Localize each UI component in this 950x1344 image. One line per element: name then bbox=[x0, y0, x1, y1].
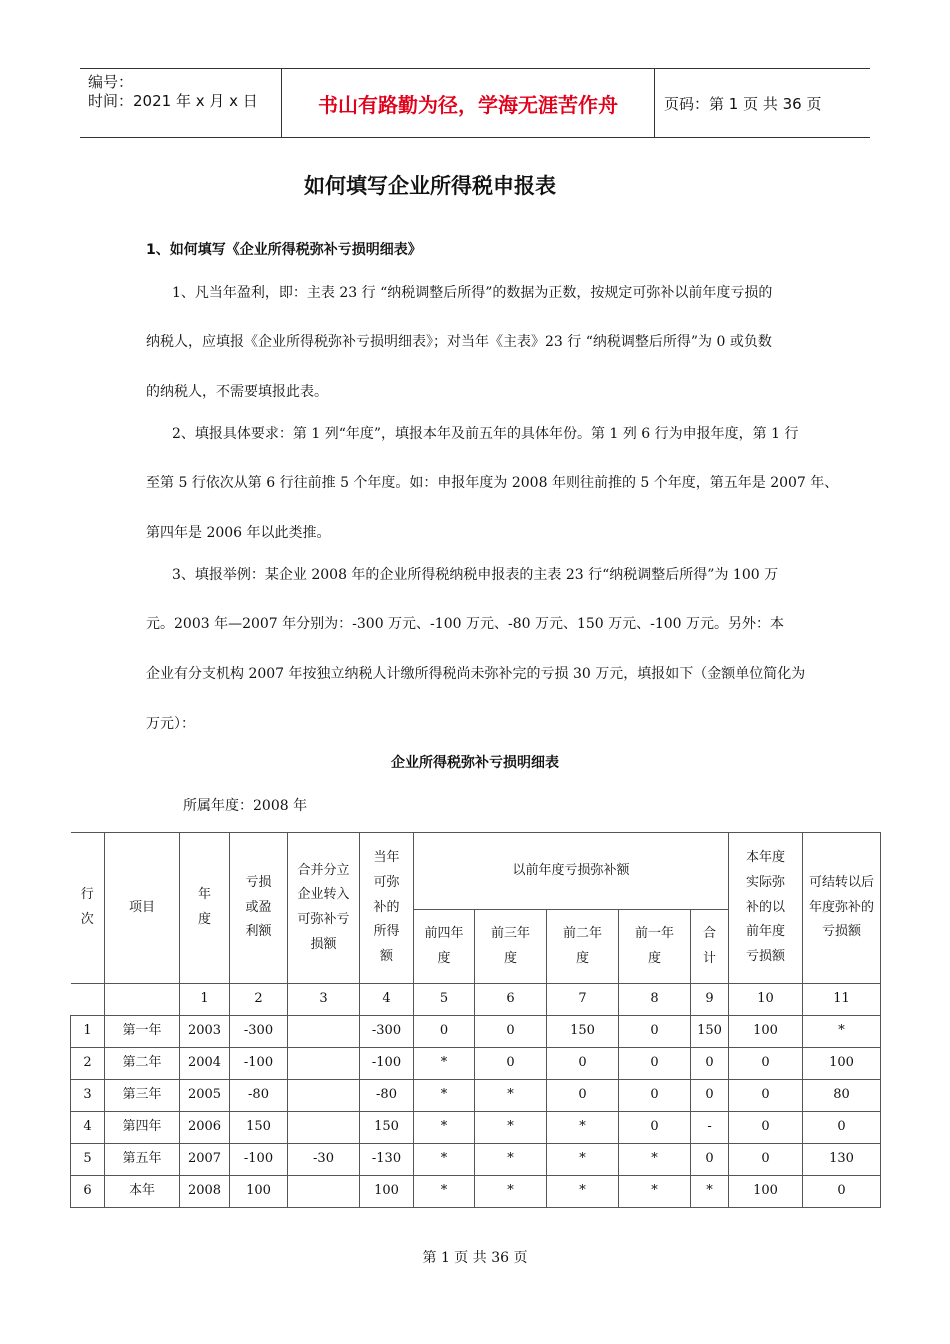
table-cell-c1: 2007 bbox=[180, 1144, 230, 1176]
table-cell-c10: 0 bbox=[729, 1048, 803, 1080]
table-cell-c6: * bbox=[475, 1176, 547, 1208]
col-number: 11 bbox=[803, 984, 881, 1016]
body-line: 第四年是 2006 年以此类推。 bbox=[146, 525, 331, 541]
section-title: 1、如何填写《企业所得税弥补亏损明细表》 bbox=[146, 242, 422, 258]
header-item: 项目 bbox=[105, 833, 180, 984]
table-row bbox=[71, 1112, 881, 1144]
table-cell-no: 2 bbox=[71, 1048, 105, 1080]
table-cell-c6: * bbox=[475, 1112, 547, 1144]
header-page: 页码：第 1 页 共 36 页 bbox=[664, 94, 822, 113]
table-cell-c8: * bbox=[619, 1144, 691, 1176]
table-cell-c1: 2008 bbox=[180, 1176, 230, 1208]
table-cell-c3 bbox=[288, 1112, 360, 1144]
table-cell-c5: * bbox=[414, 1112, 475, 1144]
header-prior4: 前四年度 bbox=[414, 910, 475, 984]
table-cell-c7: 0 bbox=[547, 1048, 619, 1080]
col-number: 1 bbox=[180, 984, 230, 1016]
table-cell-c2: 150 bbox=[230, 1112, 288, 1144]
table-cell-c8: * bbox=[619, 1176, 691, 1208]
body-line: 的纳税人，不需要填报此表。 bbox=[146, 384, 328, 400]
table-title: 企业所得税弥补亏损明细表 bbox=[391, 755, 559, 771]
table-row bbox=[71, 1048, 881, 1080]
body-line: 万元）： bbox=[146, 716, 195, 732]
table-cell-c2: 100 bbox=[230, 1176, 288, 1208]
header-carry-forward: 可结转以后年度弥补的亏损额 bbox=[803, 833, 881, 984]
table-cell-c11: 0 bbox=[803, 1112, 881, 1144]
spacer-cell bbox=[105, 984, 180, 1016]
table-row bbox=[71, 1144, 881, 1176]
table-cell-item: 第一年 bbox=[105, 1016, 180, 1048]
header-current-offset: 当年可弥补的所得额 bbox=[360, 833, 414, 984]
body-line: 纳税人，应填报《企业所得税弥补亏损明细表》；对当年《主表》23 行 “纳税调整后所得”为 0 或负数 bbox=[146, 334, 772, 350]
table-cell-c10: 100 bbox=[729, 1176, 803, 1208]
table-cell-c3 bbox=[288, 1016, 360, 1048]
table-cell-c3 bbox=[288, 1080, 360, 1112]
table-cell-c6: * bbox=[475, 1144, 547, 1176]
page-title: 如何填写企业所得税申报表 bbox=[304, 174, 556, 198]
header-motto: 书山有路勤为径，学海无涯苦作舟 bbox=[318, 92, 618, 117]
table-cell-no: 6 bbox=[71, 1176, 105, 1208]
table-cell-c9: 0 bbox=[691, 1080, 729, 1112]
table-row bbox=[71, 1176, 881, 1208]
header-year: 年度 bbox=[180, 833, 230, 984]
table-cell-c1: 2005 bbox=[180, 1080, 230, 1112]
header-time: 时间：2021 年 x 月 x 日 bbox=[88, 92, 258, 110]
table-cell-c2: -100 bbox=[230, 1048, 288, 1080]
table-cell-c10: 0 bbox=[729, 1112, 803, 1144]
header-prior3: 前三年度 bbox=[475, 910, 547, 984]
table-row bbox=[71, 1016, 881, 1048]
table-body bbox=[71, 1016, 881, 1208]
table-cell-c8: 0 bbox=[619, 1080, 691, 1112]
table-cell-c2: -80 bbox=[230, 1080, 288, 1112]
header-merged-loss: 合并分立企业转入可弥补亏损额 bbox=[288, 833, 360, 984]
table-cell-item: 第二年 bbox=[105, 1048, 180, 1080]
body-line: 3、填报举例：某企业 2008 年的企业所得税纳税申报表的主表 23 行“纳税调整后所得”为 100 万 bbox=[172, 567, 779, 583]
col-number: 6 bbox=[475, 984, 547, 1016]
header-number: 编号： bbox=[88, 73, 134, 91]
table-cell-c8: 0 bbox=[619, 1016, 691, 1048]
spacer-cell bbox=[71, 984, 105, 1016]
table-cell-item: 本年 bbox=[105, 1176, 180, 1208]
table-cell-c6: * bbox=[475, 1080, 547, 1112]
page-footer: 第 1 页 共 36 页 bbox=[422, 1250, 528, 1266]
table-cell-item: 第四年 bbox=[105, 1112, 180, 1144]
table-cell-c4: 100 bbox=[360, 1176, 414, 1208]
col-number: 7 bbox=[547, 984, 619, 1016]
table-cell-c5: * bbox=[414, 1048, 475, 1080]
table-cell-c2: -100 bbox=[230, 1144, 288, 1176]
table-cell-c9: * bbox=[691, 1176, 729, 1208]
table-cell-c8: 0 bbox=[619, 1112, 691, 1144]
table-cell-c9: 150 bbox=[691, 1016, 729, 1048]
table-cell-no: 1 bbox=[71, 1016, 105, 1048]
body-line: 元。2003 年—2007 年分别为：-300 万元、-100 万元、-80 万元、150 万元、-100 万元。另外：本 bbox=[146, 616, 785, 632]
table-cell-c1: 2004 bbox=[180, 1048, 230, 1080]
table-cell-c4: 150 bbox=[360, 1112, 414, 1144]
table-cell-c4: -130 bbox=[360, 1144, 414, 1176]
table-cell-c7: * bbox=[547, 1176, 619, 1208]
page-header bbox=[80, 68, 870, 138]
body-line: 2、填报具体要求：第 1 列“年度”，填报本年及前五年的具体年份。第 1 列 6 行为申报年度，第 1 行 bbox=[172, 426, 799, 442]
col-number: 4 bbox=[360, 984, 414, 1016]
col-number: 10 bbox=[729, 984, 803, 1016]
table-cell-c7: * bbox=[547, 1144, 619, 1176]
table-cell-c3 bbox=[288, 1176, 360, 1208]
table-cell-no: 3 bbox=[71, 1080, 105, 1112]
table-cell-c3 bbox=[288, 1048, 360, 1080]
table-cell-no: 5 bbox=[71, 1144, 105, 1176]
table-cell-c6: 0 bbox=[475, 1048, 547, 1080]
table-row bbox=[71, 1080, 881, 1112]
table-cell-c9: 0 bbox=[691, 1144, 729, 1176]
col-number: 2 bbox=[230, 984, 288, 1016]
table-cell-c1: 2006 bbox=[180, 1112, 230, 1144]
loss-offset-table bbox=[70, 832, 881, 1208]
table-cell-c9: - bbox=[691, 1112, 729, 1144]
col-number: 9 bbox=[691, 984, 729, 1016]
table-cell-c7: 0 bbox=[547, 1080, 619, 1112]
header-divider bbox=[654, 69, 655, 137]
body-line: 1、凡当年盈利，即：主表 23 行 “纳税调整后所得”的数据为正数，按规定可弥补以前年度亏损的 bbox=[172, 285, 773, 301]
table-cell-c3: -30 bbox=[288, 1144, 360, 1176]
table-cell-c11: 100 bbox=[803, 1048, 881, 1080]
header-profit-loss: 亏损或盈利额 bbox=[230, 833, 288, 984]
table-cell-c5: * bbox=[414, 1080, 475, 1112]
table-cell-c11: 80 bbox=[803, 1080, 881, 1112]
table-cell-c4: -300 bbox=[360, 1016, 414, 1048]
table-cell-c6: 0 bbox=[475, 1016, 547, 1048]
table-cell-c4: -100 bbox=[360, 1048, 414, 1080]
col-number: 3 bbox=[288, 984, 360, 1016]
table-year-label: 所属年度：2008 年 bbox=[183, 798, 308, 814]
header-meta bbox=[88, 73, 258, 111]
table-cell-item: 第五年 bbox=[105, 1144, 180, 1176]
table-cell-c7: 150 bbox=[547, 1016, 619, 1048]
table-cell-c8: 0 bbox=[619, 1048, 691, 1080]
table-cell-c4: -80 bbox=[360, 1080, 414, 1112]
table-cell-c9: 0 bbox=[691, 1048, 729, 1080]
table-cell-c7: * bbox=[547, 1112, 619, 1144]
table-cell-no: 4 bbox=[71, 1112, 105, 1144]
table-cell-c11: 0 bbox=[803, 1176, 881, 1208]
header-row-no: 行次 bbox=[71, 833, 105, 984]
table-cell-c11: 130 bbox=[803, 1144, 881, 1176]
header-actual-offset: 本年度实际弥补的以前年度亏损额 bbox=[729, 833, 803, 984]
table-cell-c10: 0 bbox=[729, 1080, 803, 1112]
header-total: 合计 bbox=[691, 910, 729, 984]
table-cell-c10: 0 bbox=[729, 1144, 803, 1176]
table-cell-item: 第三年 bbox=[105, 1080, 180, 1112]
table-cell-c1: 2003 bbox=[180, 1016, 230, 1048]
col-number: 8 bbox=[619, 984, 691, 1016]
table-cell-c2: -300 bbox=[230, 1016, 288, 1048]
table-cell-c5: 0 bbox=[414, 1016, 475, 1048]
header-prior-group: 以前年度亏损弥补额 bbox=[414, 833, 729, 910]
body-line: 至第 5 行依次从第 6 行往前推 5 个年度。如：申报年度为 2008 年则往前推的 5 个年度，第五年是 2007 年、 bbox=[146, 475, 839, 491]
body-line: 企业有分支机构 2007 年按独立纳税人计缴所得税尚未弥补完的亏损 30 万元，填报如下（金额单位简化为 bbox=[146, 666, 806, 682]
col-number: 5 bbox=[414, 984, 475, 1016]
table-cell-c10: 100 bbox=[729, 1016, 803, 1048]
table-cell-c11: * bbox=[803, 1016, 881, 1048]
table-cell-c5: * bbox=[414, 1144, 475, 1176]
table-cell-c5: * bbox=[414, 1176, 475, 1208]
header-prior2: 前二年度 bbox=[547, 910, 619, 984]
header-prior1: 前一年度 bbox=[619, 910, 691, 984]
